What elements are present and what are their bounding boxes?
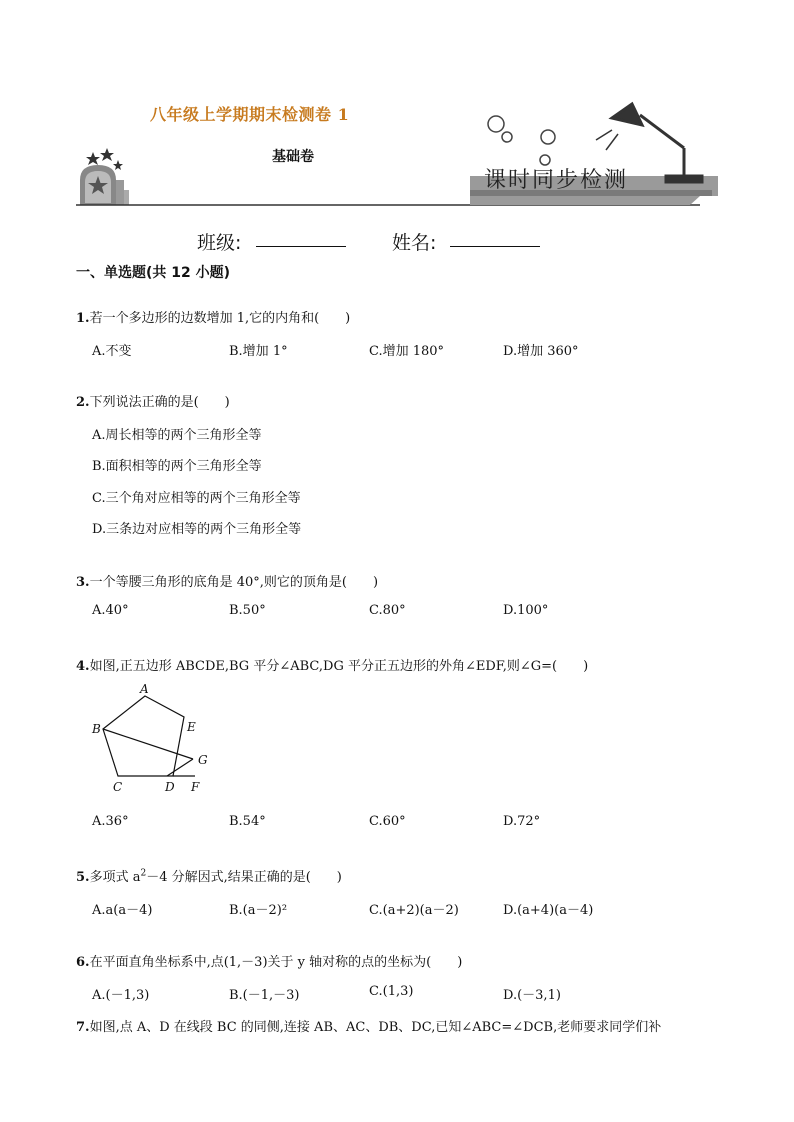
label-e: E <box>187 720 196 734</box>
option-b: B.(a－2)² <box>229 903 288 918</box>
pentagon-figure <box>85 680 225 800</box>
option-c: C.(1,3) <box>369 984 414 999</box>
question-number: 4. <box>76 659 90 674</box>
label-g: G <box>198 753 208 767</box>
option-d: D.(a+4)(a－4) <box>503 903 594 918</box>
question-stem: 若一个多边形的边数增加 1,它的内角和( ) <box>89 311 351 326</box>
question-stem: 一个等腰三角形的底角是 40°,则它的顶角是( ) <box>89 575 379 590</box>
question-5 <box>76 866 342 885</box>
doc-title: 八年级上学期期末检测卷 1 <box>150 105 350 124</box>
doc-subtitle: 基础卷 <box>272 149 314 165</box>
question-stem: 如图,点 A、D 在线段 BC 的同侧,连接 AB、AC、DB、DC,已知∠ABC=∠DCB,老师要求同学们补 <box>89 1020 662 1035</box>
option-b: B.面积相等的两个三角形全等 <box>92 459 262 474</box>
option-d: D.增加 360° <box>503 344 579 359</box>
question-4 <box>76 655 588 674</box>
question-7 <box>76 1016 661 1035</box>
section-heading: 一、单选题(共 12 小题) <box>76 265 231 281</box>
option-d: D.(－3,1) <box>503 988 561 1003</box>
option-a: A.不变 <box>92 344 132 359</box>
option-b: B.增加 1° <box>229 344 288 359</box>
option-a: A.周长相等的两个三角形全等 <box>92 428 262 443</box>
option-c: C.三个角对应相等的两个三角形全等 <box>92 491 301 506</box>
class-field[interactable] <box>256 228 346 247</box>
option-c: C.(a+2)(a－2) <box>369 903 459 918</box>
question-stem: 下列说法正确的是( ) <box>89 395 230 410</box>
label-f: F <box>191 780 200 794</box>
bubbles-icon <box>488 116 555 165</box>
brand-text: 课时同步检测 <box>484 168 629 193</box>
class-label: 班级: <box>197 232 242 254</box>
option-b: B.54° <box>229 814 266 829</box>
name-label: 姓名: <box>392 232 437 254</box>
question-number: 1. <box>76 311 90 326</box>
label-a: A <box>140 682 149 696</box>
option-d: D.72° <box>503 814 541 829</box>
option-a: A.(－1,3) <box>92 988 150 1003</box>
question-stem-b: －4 分解因式,结果正确的是( ) <box>146 870 342 885</box>
question-number: 6. <box>76 955 90 970</box>
label-c: C <box>113 780 123 794</box>
header-decoration <box>0 0 794 215</box>
label-d: D <box>165 780 175 794</box>
question-number: 2. <box>76 395 90 410</box>
question-stem-sup: 2 <box>140 868 147 879</box>
option-d: D.100° <box>503 603 549 618</box>
option-c: C.80° <box>369 603 406 618</box>
option-b: B.(－1,－3) <box>229 988 300 1003</box>
badge-icon <box>80 165 129 205</box>
option-a: A.40° <box>92 603 129 618</box>
option-a: A.36° <box>92 814 129 829</box>
name-field[interactable] <box>450 228 540 247</box>
option-d: D.三条边对应相等的两个三角形全等 <box>92 522 302 537</box>
option-b: B.50° <box>229 603 266 618</box>
question-6 <box>76 951 462 970</box>
question-1 <box>76 307 350 326</box>
question-number: 3. <box>76 575 90 590</box>
question-stem: 在平面直角坐标系中,点(1,－3)关于 y 轴对称的点的坐标为( ) <box>89 955 463 970</box>
label-b: B <box>92 722 101 736</box>
option-c: C.增加 180° <box>369 344 445 359</box>
question-2 <box>76 391 230 410</box>
option-a: A.a(a－4) <box>92 903 153 918</box>
question-number: 5. <box>76 870 90 885</box>
question-stem-a: 多项式 a <box>89 870 141 885</box>
question-stem: 如图,正五边形 ABCDE,BG 平分∠ABC,DG 平分正五边形的外角∠EDF,则∠G=( ) <box>89 659 589 674</box>
question-number: 7. <box>76 1020 90 1035</box>
question-3 <box>76 571 378 590</box>
option-c: C.60° <box>369 814 406 829</box>
